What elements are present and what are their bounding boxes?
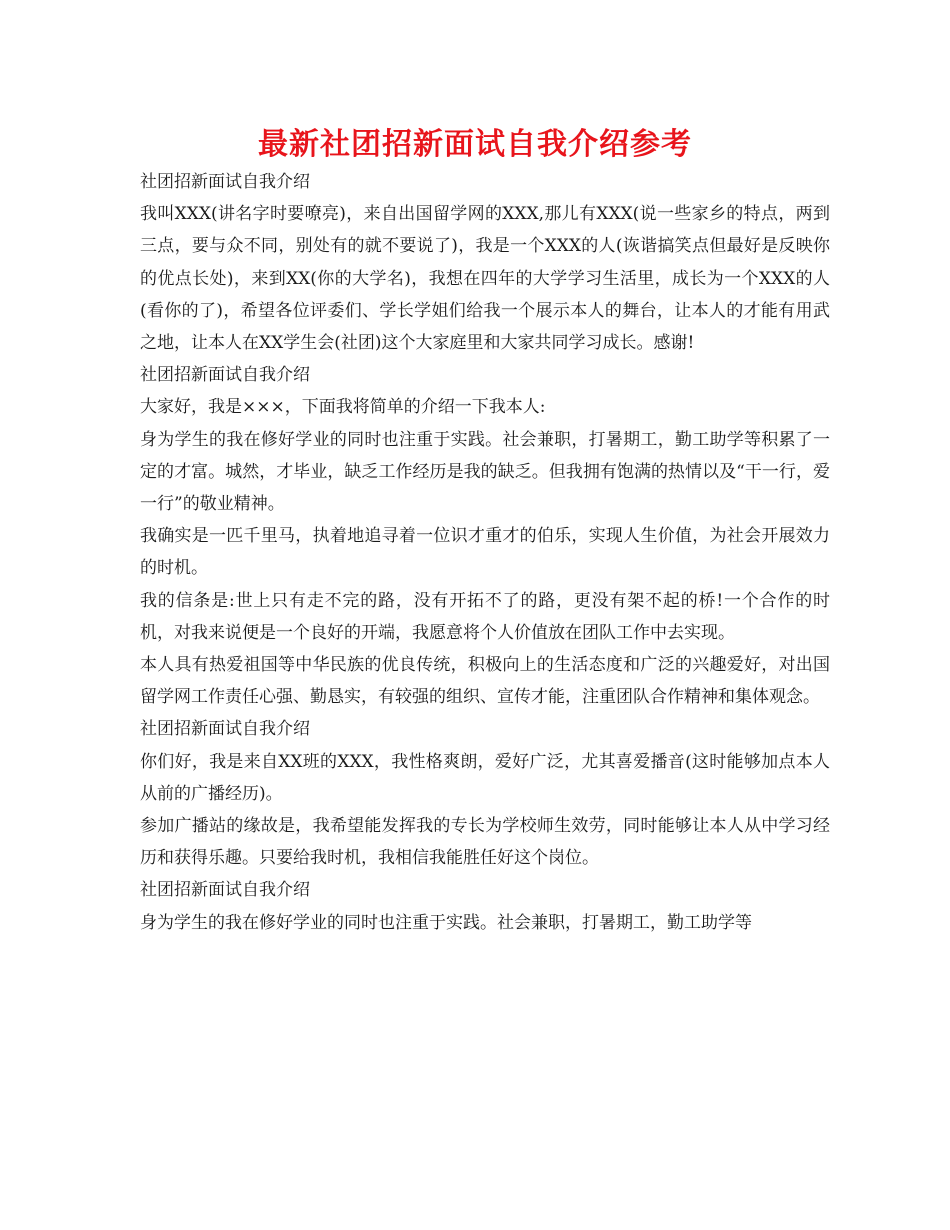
paragraph: 你们好，我是来自XX班的XXX，我性格爽朗，爱好广泛，尤其喜爱播音(这时能够加点本人从前的广播经历)。: [140, 751, 830, 804]
document-title: 最新社团招新面试自我介绍参考: [258, 127, 692, 162]
section-heading: 社团招新面试自我介绍: [140, 365, 310, 386]
paragraph: 身为学生的我在修好学业的同时也注重于实践。社会兼职，打暑期工，勤工助学等积累了一定的才富。城然，才毕业，缺乏工作经历是我的缺乏。但我拥有饱满的热情以及“干一行，爱一行”的敬业精神。: [140, 429, 830, 515]
section-heading: 社团招新面试自我介绍: [140, 172, 310, 192]
paragraph: 我确实是一匹千里马，执着地追寻着一位识才重才的伯乐，实现人生价值，为社会开展效力的时机。: [140, 526, 830, 579]
paragraph: 身为学生的我在修好学业的同时也注重于实践。社会兼职，打暑期工，勤工助学等: [140, 912, 752, 933]
section-heading: 社团招新面试自我介绍: [140, 880, 310, 901]
document-body: [140, 166, 830, 939]
paragraph: 大家好，我是×××，下面我将简单的介绍一下我本人:: [140, 397, 546, 418]
section-heading: 社团招新面试自我介绍: [140, 719, 310, 740]
paragraph: 我叫XXX(讲名字时要嘹亮)，来自出国留学网的XXX,那儿有XXX(说一些家乡的特点，两到三点，要与众不同，别处有的就不要说了)，我是一个XXX的人(诙谐搞笑点但最好是反映你的优点长处)，来到XX(你的大学名)，我想在四年的大学学习生活里，成长为一个XXX的人(看你的了)，希望各位评委们、学长学姐们给我一个展示本人的舞台，让本人的才能有用武之地，让本人在XX学生会(社团)这个大家庭里和大家共同学习成长。感谢!: [140, 204, 830, 354]
paragraph: 我的信条是:世上只有走不完的路，没有开拓不了的路，更没有架不起的桥!一个合作的时机，对我来说便是一个良好的开端，我愿意将个人价值放在团队工作中去实现。: [140, 590, 830, 643]
paragraph: 本人具有热爱祖国等中华民族的优良传统，积极向上的生活态度和广泛的兴趣爱好，对出国留学网工作责任心强、勤恳实，有较强的组织、宣传才能，注重团队合作精神和集体观念。: [140, 655, 830, 708]
paragraph: 参加广播站的缘故是，我希望能发挥我的专长为学校师生效劳，同时能够让本人从中学习经历和获得乐趣。只要给我时机，我相信我能胜任好这个岗位。: [140, 816, 830, 869]
